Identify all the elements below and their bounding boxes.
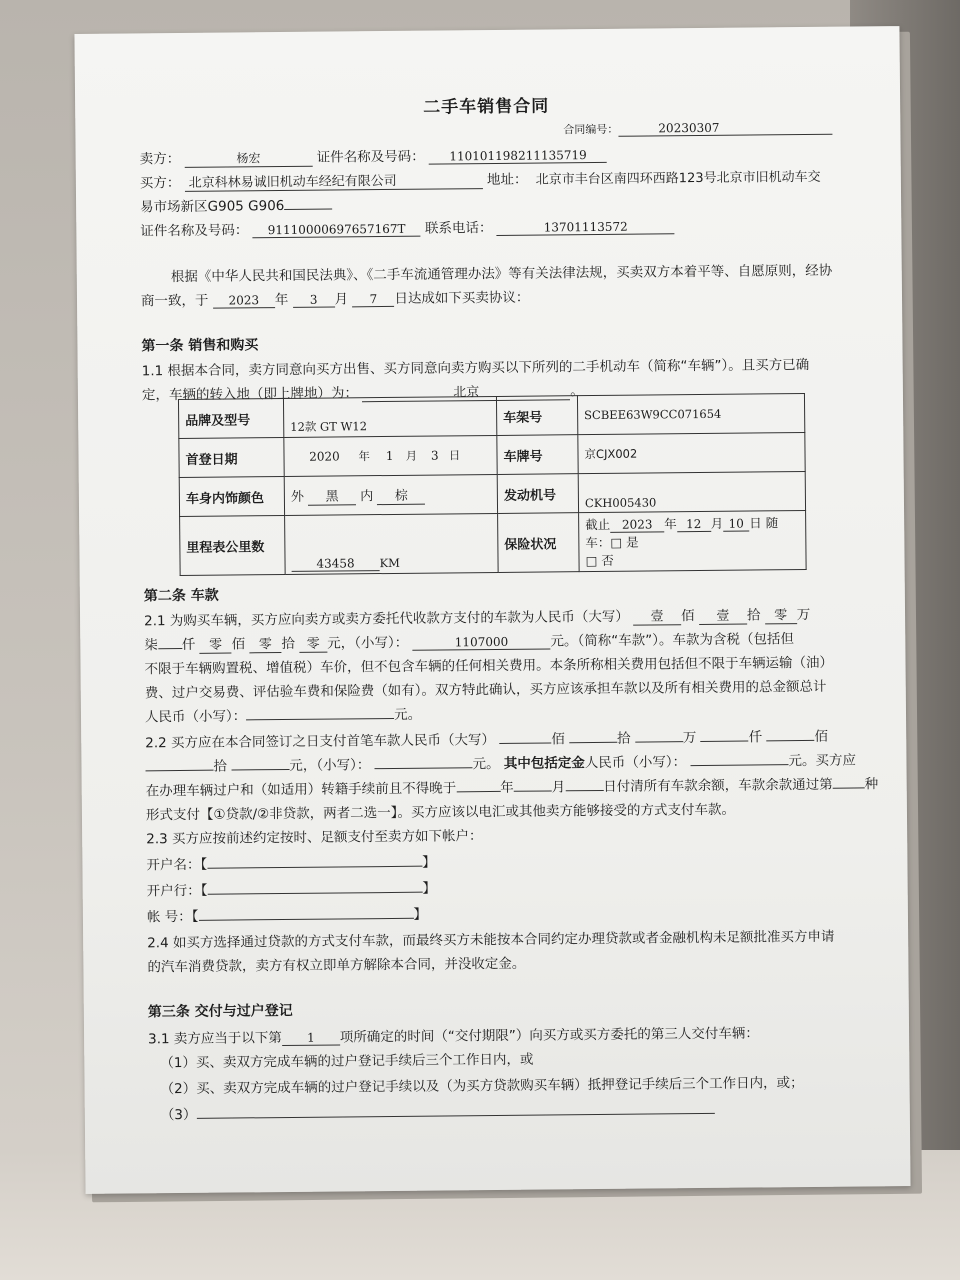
odometer-value: 43458 KM [285, 513, 499, 574]
article2-line-1: 2.1 为购买车辆，买方应向卖方或卖方委托代收款方支付的车款为人民币（大写） 壹 佰 壹 拾 零 万 [144, 603, 810, 630]
seller-line: 卖方： 杨宏 证件名称及号码： 110101198211135719 [140, 143, 608, 168]
article2-4-line-1: 2.4 如买方选择通过贷款的方式支付车款，而最终买方未能按本合同约定办理贷款或者金融机构未足额批准买方申请 [147, 928, 835, 952]
article3-option-2: （2）买、卖双方完成车辆的过户登记手续以及（为买方贷款购买车辆）抵押登记手续后三个工作日内，或； [160, 1075, 804, 1098]
brand-value: 12款 GT W12 [283, 396, 496, 437]
account-bank-line: 开户行：【 】 [146, 880, 436, 900]
article2-line-2: 柒 仟 零 佰 零 拾 零 元，（小写）： 1107000 元。（简称“车款”）。车款为含税（包括但 [144, 631, 795, 654]
color-label: 车身内饰颜色 [179, 476, 284, 516]
buyer-id-line: 证件名称及号码： 91110000697657167T 联系电话： 13701113572 [140, 214, 675, 239]
table-row [178, 393, 804, 438]
table-row [180, 510, 807, 575]
buyer-line: 买方： 北京科林易诚旧机动车经纪有限公司 地址： 北京市丰台区南四环西路123号北京市旧机动车交 [139, 169, 821, 192]
article3-option-1: （1）买、卖双方完成车辆的过户登记手续后三个工作日内，或 [160, 1051, 534, 1072]
vin-label: 车架号 [496, 396, 577, 436]
article2-2-line-1: 2.2 买方应在本合同签订之日支付首笔车款人民币（大写） 佰 拾 万 仟 佰 [145, 728, 829, 752]
article1-heading: 第一条 销售和购买 [141, 337, 259, 355]
article2-2-line-4: 形式支付【①贷款/②非贷款，两者二选一】。买方应该以电汇或其他卖方能够接受的方式支付车款。 [145, 801, 736, 824]
intro-line-1: 根据《中华人民共和国民法典》、《二手车流通管理办法》等有关法律法规，买卖双方本着平等、自愿原则，经协 [170, 262, 833, 286]
article2-4-line-2: 的汽车消费贷款，卖方有权立即单方解除本合同，并没收定金。 [147, 955, 526, 976]
insurance-label: 保险状况 [498, 513, 580, 573]
insurance-value: 截止 2023 年 12 月 10 日 随车：□ 是 □ 否 [579, 510, 807, 571]
article1-para-line-2: 定，车辆的转入地（即上牌地）为： 北京 。 [142, 379, 584, 404]
color-value: 外 黑 内 棕 [284, 474, 497, 515]
page-title: 二手车销售合同 [423, 96, 550, 118]
vin-value: SCBEE63W9CC071654 [577, 393, 804, 434]
buyer-address-cont: 易市场新区G905 G906 [140, 194, 332, 216]
article2-2-line-2: 拾 元，（小写）： 元。 其中包括定金人民币（小写）： 元。买方应 [145, 749, 856, 776]
reg-date-label: 首登日期 [179, 437, 284, 477]
table-row [179, 432, 805, 477]
article2-heading: 第二条 车款 [143, 587, 219, 605]
reg-date-value: 2020 年 1 月 3 日 [284, 435, 497, 476]
account-number-line: 帐 号：【 】 [146, 906, 428, 926]
contract-number: 合同编号： 20230307 [563, 119, 832, 138]
article3-1: 3.1 卖方应当于以下第 1 项所确定的时间（“交付期限”）向买方或买方委托的第三人交付车辆： [148, 1025, 759, 1048]
engine-label: 发动机号 [497, 474, 578, 514]
plate-label: 车牌号 [497, 435, 578, 475]
brand-label: 品牌及型号 [178, 398, 283, 438]
article3-option-3: （3） [161, 1098, 715, 1123]
article2-line-5: 人民币（小写）： 元。 [144, 706, 422, 726]
odometer-label: 里程表公里数 [180, 515, 286, 575]
article2-line-3: 不限于车辆购置税、增值税）车价，但不包含车辆的任何相关费用。本条所称相关费用包括但不限于车辆运输（油） [144, 654, 834, 678]
account-name-line: 开户名：【 】 [146, 854, 436, 874]
article2-3: 2.3 买方应按前述约定按时、足额支付至卖方如下帐户： [146, 828, 483, 848]
article2-2-line-3: 在办理车辆过户和（如适用）转籍手续前且不得晚于 年 月 日付清所有车款余额，车款余款通过第 种 [145, 776, 879, 800]
article1-para-line-1: 1.1 根据本合同，卖方同意向买方出售、买方同意向卖方购买以下所列的二手机动车（简称“车辆”）。且买方已确 [141, 356, 810, 380]
plate-value: 京CJX002 [578, 432, 805, 473]
article3-heading: 第三条 交付与过户登记 [147, 1002, 293, 1021]
intro-line-2: 商一致，于 2023 年 3 月 7 日达成如下买卖协议： [140, 289, 530, 310]
vehicle-info-table [178, 393, 807, 576]
engine-value: CKH005430 [578, 471, 805, 512]
contract-paper [74, 26, 910, 1194]
table-row [179, 471, 805, 516]
article2-line-4: 费、过户交易费、评估验车费和保险费（如有）。双方特此确认，买方应该承担车款以及所有相关费用的总金额总计 [144, 678, 827, 702]
